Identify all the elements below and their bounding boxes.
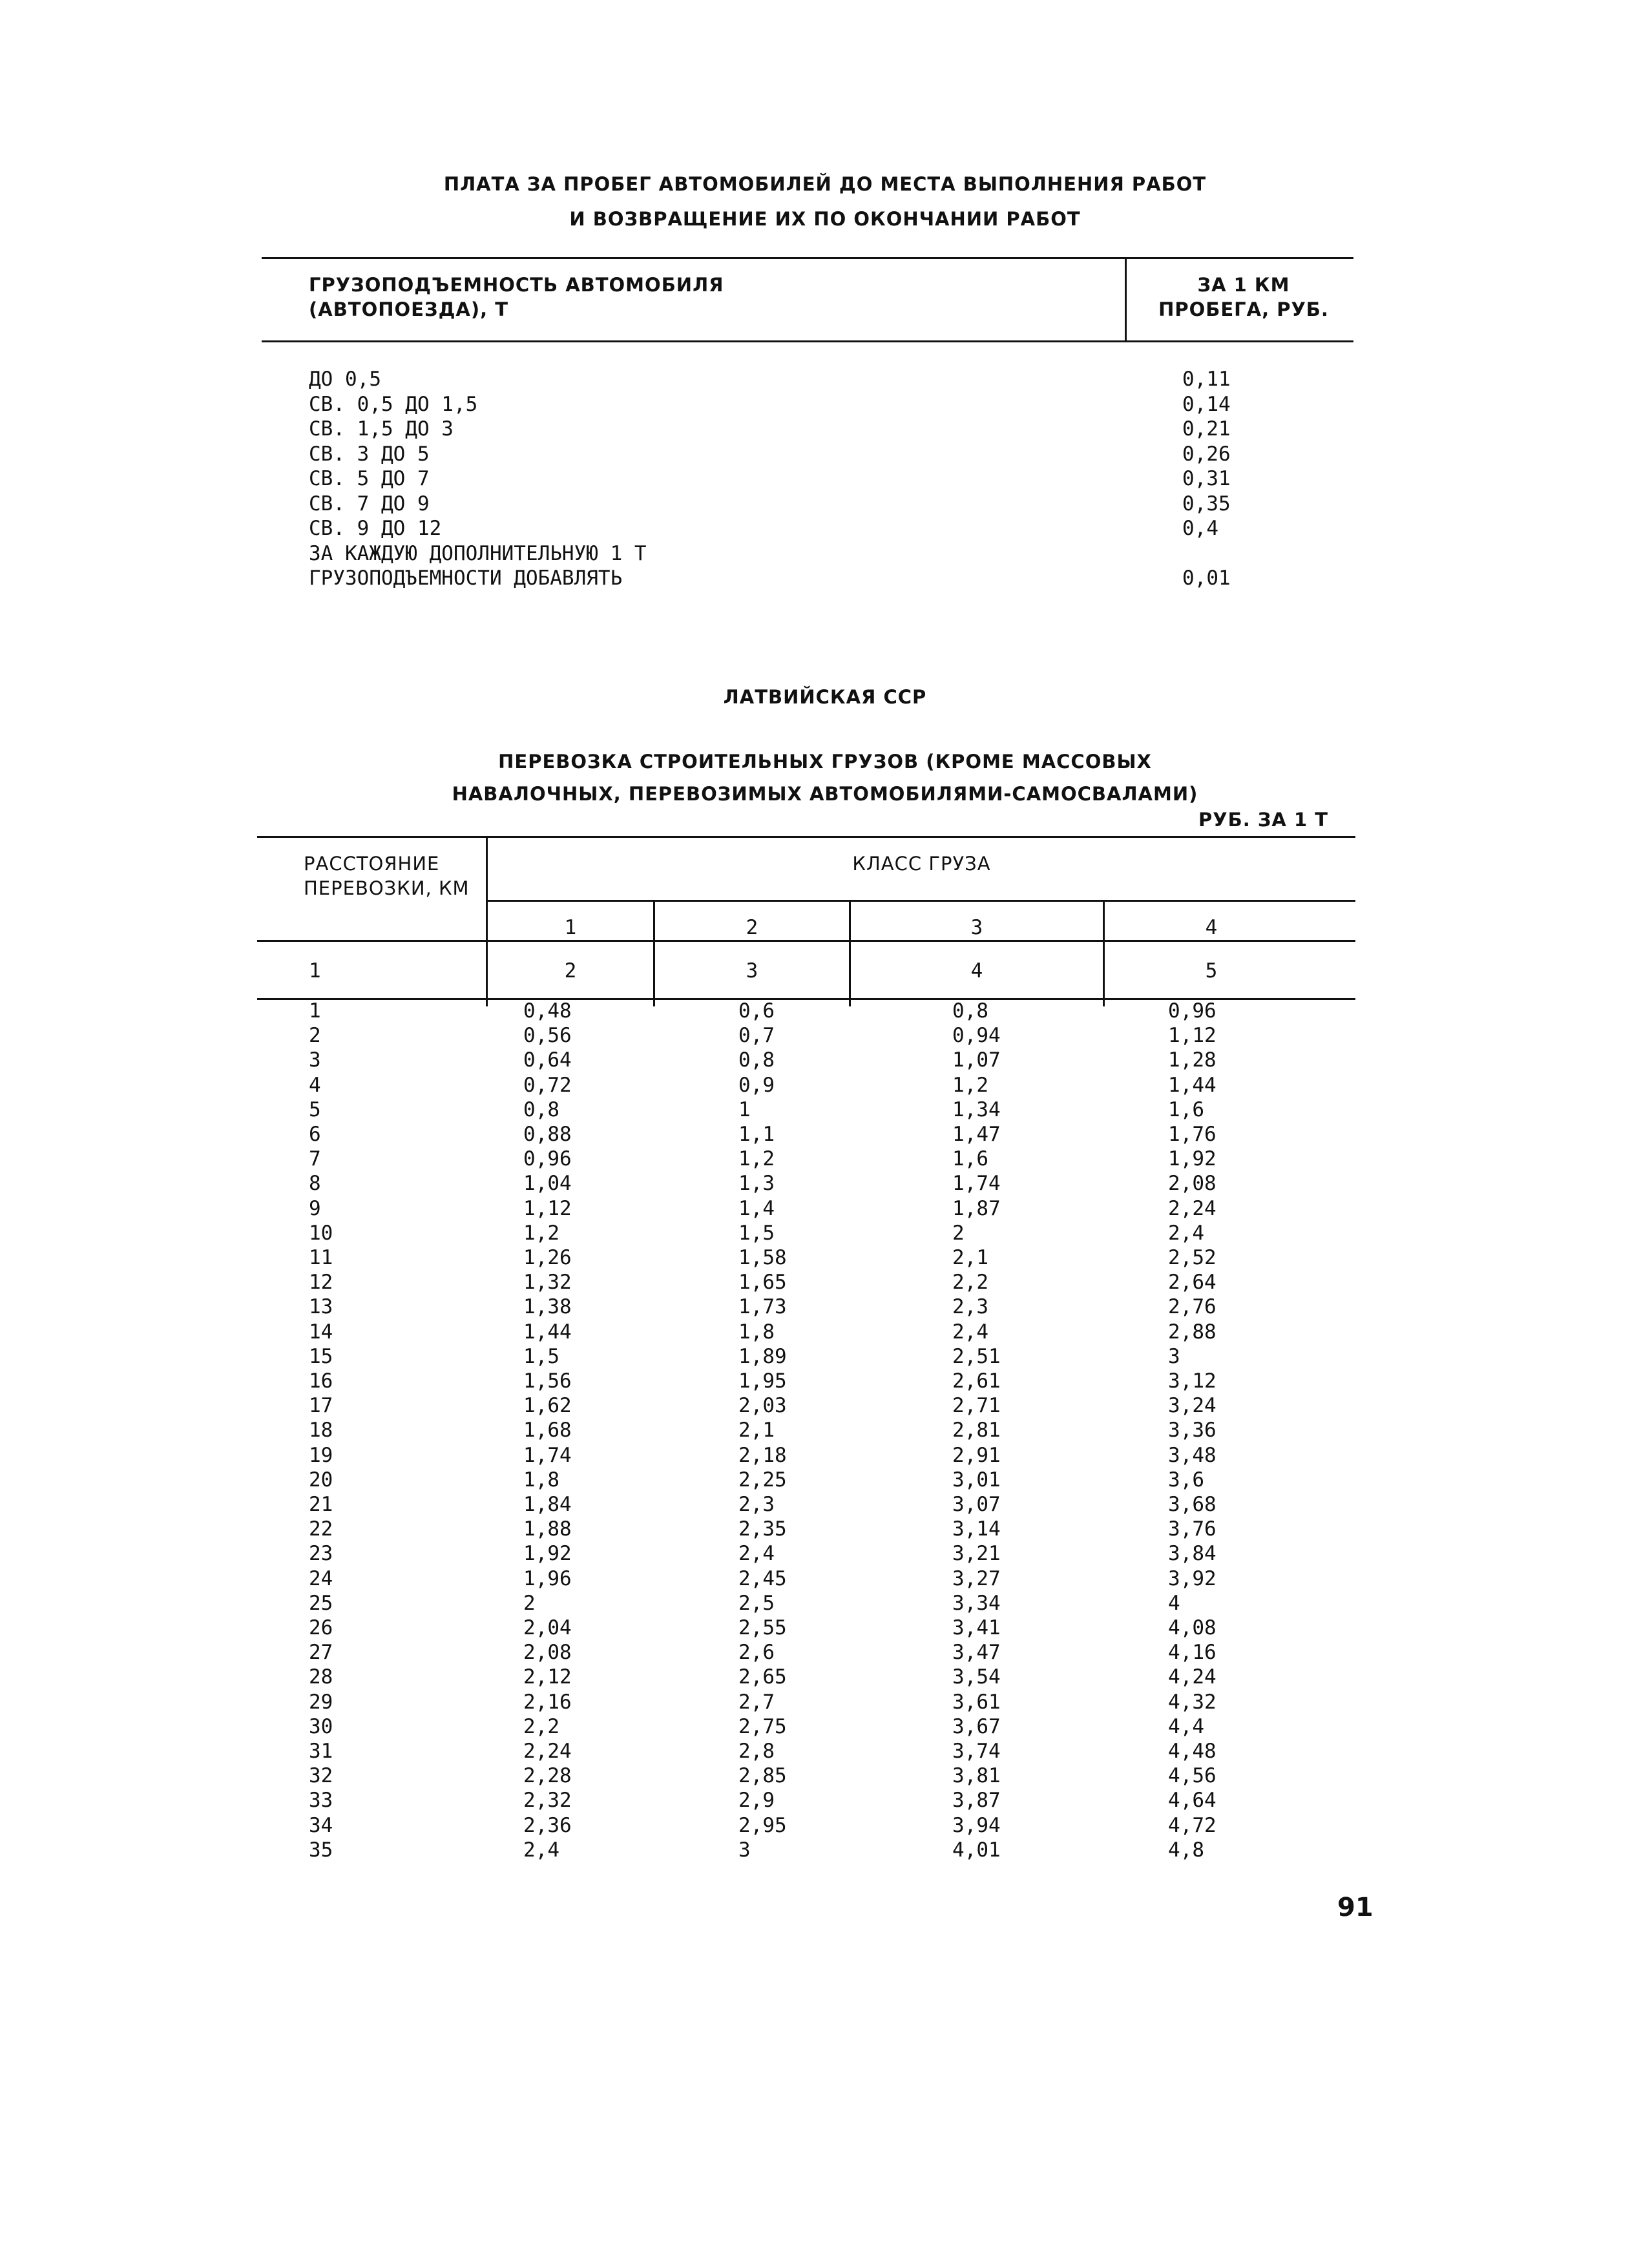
class2-cell: 2,9 xyxy=(738,1789,775,1813)
class1-cell: 1,44 xyxy=(523,1320,572,1344)
table2-row xyxy=(0,1665,1650,1689)
table2-row xyxy=(0,1443,1650,1468)
class3-cell: 1,2 xyxy=(952,1073,988,1097)
table2-row xyxy=(0,1690,1650,1714)
table1-capacity-cell: СВ. 1,5 ДО 3 xyxy=(309,417,454,441)
class2-cell: 2,35 xyxy=(738,1517,787,1541)
class4-cell: 2,64 xyxy=(1168,1271,1217,1295)
table2-row xyxy=(0,1541,1650,1566)
class1-cell: 0,48 xyxy=(523,999,572,1023)
class2-cell: 1,8 xyxy=(738,1320,775,1344)
distance-cell: 18 xyxy=(309,1419,333,1442)
section1-title-line1: ПЛАТА ЗА ПРОБЕГ АВТОМОБИЛЕЙ ДО МЕСТА ВЫПОЛНЕНИЯ РАБОТ xyxy=(443,173,1207,195)
distance-cell: 33 xyxy=(309,1789,333,1813)
class4-cell: 3,24 xyxy=(1168,1394,1217,1418)
class1-cell: 1,56 xyxy=(523,1369,572,1393)
class3-cell: 1,87 xyxy=(952,1196,1001,1220)
table1-row xyxy=(0,466,1650,491)
class2-cell: 0,8 xyxy=(738,1048,775,1072)
class2-cell: 1,5 xyxy=(738,1221,775,1245)
table2-top-rule xyxy=(257,836,1355,838)
class1-cell: 1,96 xyxy=(523,1566,572,1590)
table2-row xyxy=(0,1788,1650,1813)
distance-cell: 13 xyxy=(309,1295,333,1319)
class1-cell: 1,32 xyxy=(523,1271,572,1295)
table2-row xyxy=(0,1838,1650,1862)
table2-row xyxy=(0,1221,1650,1245)
class2-cell: 3 xyxy=(738,1838,751,1862)
table2-row xyxy=(0,1122,1650,1147)
class1-cell: 2,16 xyxy=(523,1690,572,1714)
class3-cell: 1,74 xyxy=(952,1172,1001,1196)
table1-row xyxy=(0,417,1650,441)
distance-cell: 31 xyxy=(309,1740,333,1763)
table1-capacity-cell: СВ. 3 ДО 5 xyxy=(309,442,430,466)
table1-capacity-cell: ГРУЗОПОДЪЕМНОСТИ ДОБАВЛЯТЬ xyxy=(309,567,623,590)
table2-row xyxy=(0,1147,1650,1171)
class2-cell: 2,5 xyxy=(738,1591,775,1615)
class4-cell: 3 xyxy=(1168,1344,1180,1368)
class2-cell: 0,9 xyxy=(738,1073,775,1097)
class4-cell: 4,08 xyxy=(1168,1616,1217,1639)
class2-cell: 1,4 xyxy=(738,1196,775,1220)
table2-row xyxy=(0,1320,1650,1344)
region-title: ЛАТВИЙСКАЯ ССР xyxy=(723,686,927,708)
distance-cell: 35 xyxy=(309,1838,333,1862)
class4-cell: 3,36 xyxy=(1168,1419,1217,1442)
table2-row xyxy=(0,999,1650,1023)
class3-cell: 3,67 xyxy=(952,1714,1001,1738)
class2-cell: 2,85 xyxy=(738,1764,787,1788)
class4-cell: 4,16 xyxy=(1168,1641,1217,1665)
distance-cell: 4 xyxy=(309,1073,321,1097)
table2-row xyxy=(0,1739,1650,1763)
class3-cell: 2,2 xyxy=(952,1271,988,1295)
distance-cell: 9 xyxy=(309,1196,321,1220)
table1-row xyxy=(0,566,1650,590)
distance-cell: 2 xyxy=(309,1024,321,1048)
class1-cell: 0,56 xyxy=(523,1024,572,1048)
class-number-4: 4 xyxy=(1205,916,1218,939)
table2-row xyxy=(0,1393,1650,1418)
distance-header-line2: ПЕРЕВОЗКИ, КМ xyxy=(304,877,470,899)
class4-cell: 4,48 xyxy=(1168,1740,1217,1763)
distance-cell: 24 xyxy=(309,1566,333,1590)
class3-cell: 1,6 xyxy=(952,1147,988,1171)
table1-row xyxy=(0,367,1650,391)
class4-cell: 3,76 xyxy=(1168,1517,1217,1541)
distance-cell: 29 xyxy=(309,1690,333,1714)
column-number-5: 5 xyxy=(1205,959,1218,983)
class2-cell: 1,89 xyxy=(738,1344,787,1368)
class3-cell: 1,47 xyxy=(952,1123,1001,1146)
class2-cell: 0,7 xyxy=(738,1024,775,1048)
class-number-1: 1 xyxy=(564,916,577,939)
class3-cell: 3,54 xyxy=(952,1665,1001,1689)
class4-cell: 4,64 xyxy=(1168,1789,1217,1813)
column-number-2: 2 xyxy=(564,959,577,983)
class-header-rule xyxy=(488,900,1355,902)
class4-cell: 3,92 xyxy=(1168,1566,1217,1590)
table1-row xyxy=(0,492,1650,516)
table2-row xyxy=(0,1171,1650,1196)
class1-cell: 0,88 xyxy=(523,1123,572,1146)
class1-cell: 2,24 xyxy=(523,1740,572,1763)
class3-cell: 2,3 xyxy=(952,1295,988,1319)
class2-cell: 2,55 xyxy=(738,1616,787,1639)
class-number-3: 3 xyxy=(970,916,983,939)
class4-cell: 2,88 xyxy=(1168,1320,1217,1344)
distance-cell: 27 xyxy=(309,1641,333,1665)
class1-cell: 1,5 xyxy=(523,1344,559,1368)
class-number-2: 2 xyxy=(746,916,758,939)
class3-cell: 3,34 xyxy=(952,1591,1001,1615)
table2-row xyxy=(0,1517,1650,1541)
class2-cell: 2,65 xyxy=(738,1665,787,1689)
class2-cell: 1,95 xyxy=(738,1369,787,1393)
class2-cell: 1,73 xyxy=(738,1295,787,1319)
class4-cell: 1,44 xyxy=(1168,1073,1217,1097)
distance-cell: 6 xyxy=(309,1123,321,1146)
class1-cell: 1,92 xyxy=(523,1542,572,1566)
class2-cell: 2,1 xyxy=(738,1419,775,1442)
class1-cell: 1,84 xyxy=(523,1493,572,1516)
table1-rate-cell: 0,31 xyxy=(1182,467,1231,490)
table1-rate-cell: 0,14 xyxy=(1182,392,1231,416)
distance-cell: 21 xyxy=(309,1493,333,1516)
class3-cell: 2,81 xyxy=(952,1419,1001,1442)
class1-cell: 1,62 xyxy=(523,1394,572,1418)
class4-cell: 4 xyxy=(1168,1591,1180,1615)
distance-cell: 1 xyxy=(309,999,321,1023)
class3-cell: 2,91 xyxy=(952,1443,1001,1467)
class3-cell: 3,21 xyxy=(952,1542,1001,1566)
table1-top-rule xyxy=(262,257,1353,259)
table2-row xyxy=(0,1418,1650,1442)
class3-cell: 3,14 xyxy=(952,1517,1001,1541)
class2-cell: 0,6 xyxy=(738,999,775,1023)
table1-header-divider xyxy=(1125,257,1127,342)
class1-cell: 1,8 xyxy=(523,1468,559,1492)
class2-cell: 1 xyxy=(738,1098,751,1121)
table1-rate-cell: 0,21 xyxy=(1182,417,1231,441)
class3-cell: 1,34 xyxy=(952,1098,1001,1121)
class1-cell: 2,12 xyxy=(523,1665,572,1689)
class4-cell: 4,72 xyxy=(1168,1813,1217,1837)
class3-cell: 0,8 xyxy=(952,999,988,1023)
table1-col1-header-line2: (АВТОПОЕЗДА), Т xyxy=(309,298,508,320)
table1-row xyxy=(0,541,1650,566)
distance-cell: 22 xyxy=(309,1517,333,1541)
table2-row xyxy=(0,1073,1650,1098)
table1-header-rule xyxy=(262,340,1353,342)
class1-cell: 2,28 xyxy=(523,1764,572,1788)
section2-title-line2: НАВАЛОЧНЫХ, ПЕРЕВОЗИМЫХ АВТОМОБИЛЯМИ-САМОСВАЛАМИ) xyxy=(452,783,1198,805)
class4-cell: 1,28 xyxy=(1168,1048,1217,1072)
class3-cell: 2 xyxy=(952,1221,965,1245)
class3-cell: 3,87 xyxy=(952,1789,1001,1813)
class1-cell: 1,38 xyxy=(523,1295,572,1319)
class4-cell: 1,6 xyxy=(1168,1098,1204,1121)
class3-cell: 0,94 xyxy=(952,1024,1001,1048)
class1-cell: 0,96 xyxy=(523,1147,572,1171)
class4-cell: 1,92 xyxy=(1168,1147,1217,1171)
class1-cell: 2,08 xyxy=(523,1641,572,1665)
class2-cell: 2,25 xyxy=(738,1468,787,1492)
class2-cell: 1,58 xyxy=(738,1246,787,1269)
table2-row xyxy=(0,1245,1650,1270)
class2-cell: 2,3 xyxy=(738,1493,775,1516)
table2-row xyxy=(0,1591,1650,1616)
class4-cell: 2,24 xyxy=(1168,1196,1217,1220)
distance-cell: 3 xyxy=(309,1048,321,1072)
class4-cell: 4,4 xyxy=(1168,1714,1204,1738)
table1-col2-header-line2: ПРОБЕГА, РУБ. xyxy=(1158,298,1329,320)
class-header: КЛАСС ГРУЗА xyxy=(852,853,991,875)
class1-cell: 1,04 xyxy=(523,1172,572,1196)
class4-cell: 4,8 xyxy=(1168,1838,1204,1862)
class3-cell: 2,4 xyxy=(952,1320,988,1344)
class4-cell: 1,76 xyxy=(1168,1123,1217,1146)
table2-row xyxy=(0,1048,1650,1072)
class2-cell: 1,1 xyxy=(738,1123,775,1146)
class3-cell: 2,61 xyxy=(952,1369,1001,1393)
table1-col2-header-line1: ЗА 1 КМ xyxy=(1197,274,1290,296)
table1-rate-cell: 0,11 xyxy=(1182,368,1231,391)
class3-cell: 3,61 xyxy=(952,1690,1001,1714)
column-number-3: 3 xyxy=(746,959,758,983)
class4-cell: 3,84 xyxy=(1168,1542,1217,1566)
class2-cell: 2,18 xyxy=(738,1443,787,1467)
class1-cell: 1,88 xyxy=(523,1517,572,1541)
distance-cell: 20 xyxy=(309,1468,333,1492)
table1-capacity-cell: СВ. 0,5 ДО 1,5 xyxy=(309,392,478,416)
class2-cell: 2,45 xyxy=(738,1566,787,1590)
column-number-4: 4 xyxy=(970,959,983,983)
class1-cell: 0,8 xyxy=(523,1098,559,1121)
distance-cell: 5 xyxy=(309,1098,321,1121)
class2-cell: 2,03 xyxy=(738,1394,787,1418)
table2-row xyxy=(0,1270,1650,1295)
table2-row xyxy=(0,1369,1650,1393)
section2-title-line1: ПЕРЕВОЗКА СТРОИТЕЛЬНЫХ ГРУЗОВ (КРОМЕ МАССОВЫХ xyxy=(498,751,1152,773)
table1-capacity-cell: СВ. 7 ДО 9 xyxy=(309,492,430,515)
class4-cell: 3,6 xyxy=(1168,1468,1204,1492)
class2-cell: 2,7 xyxy=(738,1690,775,1714)
table2-row xyxy=(0,1566,1650,1591)
distance-cell: 12 xyxy=(309,1271,333,1295)
class1-cell: 1,26 xyxy=(523,1246,572,1269)
distance-cell: 8 xyxy=(309,1172,321,1196)
table1-col1-header-line1: ГРУЗОПОДЪЕМНОСТЬ АВТОМОБИЛЯ xyxy=(309,274,724,296)
table1-capacity-cell: ДО 0,5 xyxy=(309,368,381,391)
table1-capacity-cell: СВ. 5 ДО 7 xyxy=(309,467,430,490)
class1-cell: 0,72 xyxy=(523,1073,572,1097)
class2-cell: 2,4 xyxy=(738,1542,775,1566)
table2-row xyxy=(0,1763,1650,1788)
table2-row xyxy=(0,1714,1650,1739)
class3-cell: 3,94 xyxy=(952,1813,1001,1837)
table1-capacity-cell: СВ. 9 ДО 12 xyxy=(309,517,442,540)
distance-cell: 26 xyxy=(309,1616,333,1639)
table1-row xyxy=(0,442,1650,466)
table1-row xyxy=(0,516,1650,541)
class4-cell: 4,56 xyxy=(1168,1764,1217,1788)
page-number: 91 xyxy=(1337,1893,1373,1922)
class2-cell: 2,75 xyxy=(738,1714,787,1738)
class-number-rule xyxy=(257,940,1355,942)
class3-cell: 3,27 xyxy=(952,1566,1001,1590)
class1-cell: 2,04 xyxy=(523,1616,572,1639)
class1-cell: 2 xyxy=(523,1591,536,1615)
class3-cell: 3,47 xyxy=(952,1641,1001,1665)
class2-cell: 1,65 xyxy=(738,1271,787,1295)
class2-cell: 2,95 xyxy=(738,1813,787,1837)
unit-label: РУБ. ЗА 1 Т xyxy=(1198,809,1329,831)
class1-cell: 1,2 xyxy=(523,1221,559,1245)
table2-row xyxy=(0,1023,1650,1048)
distance-cell: 11 xyxy=(309,1246,333,1269)
distance-cell: 19 xyxy=(309,1443,333,1467)
class1-cell: 2,4 xyxy=(523,1838,559,1862)
class3-cell: 3,74 xyxy=(952,1740,1001,1763)
class3-cell: 3,07 xyxy=(952,1493,1001,1516)
distance-cell: 10 xyxy=(309,1221,333,1245)
class1-cell: 2,32 xyxy=(523,1789,572,1813)
class4-cell: 3,12 xyxy=(1168,1369,1217,1393)
class3-cell: 2,1 xyxy=(952,1246,988,1269)
class4-cell: 2,76 xyxy=(1168,1295,1217,1319)
distance-header-line1: РАССТОЯНИЕ xyxy=(304,853,440,875)
table2-row xyxy=(0,1295,1650,1319)
table2-row xyxy=(0,1813,1650,1838)
class3-cell: 3,41 xyxy=(952,1616,1001,1639)
class3-cell: 3,01 xyxy=(952,1468,1001,1492)
distance-cell: 28 xyxy=(309,1665,333,1689)
table2-row xyxy=(0,1468,1650,1492)
class4-cell: 3,68 xyxy=(1168,1493,1217,1516)
class2-cell: 1,2 xyxy=(738,1147,775,1171)
class3-cell: 2,51 xyxy=(952,1344,1001,1368)
table1-rate-cell: 0,26 xyxy=(1182,442,1231,466)
class1-cell: 1,74 xyxy=(523,1443,572,1467)
class3-cell: 3,81 xyxy=(952,1764,1001,1788)
distance-cell: 14 xyxy=(309,1320,333,1344)
class4-cell: 1,12 xyxy=(1168,1024,1217,1048)
class1-cell: 2,36 xyxy=(523,1813,572,1837)
table1-rate-cell: 0,4 xyxy=(1182,517,1218,540)
distance-cell: 34 xyxy=(309,1813,333,1837)
class1-cell: 1,12 xyxy=(523,1196,572,1220)
class4-cell: 3,48 xyxy=(1168,1443,1217,1467)
class2-cell: 2,8 xyxy=(738,1740,775,1763)
class1-cell: 2,2 xyxy=(523,1714,559,1738)
table2-row xyxy=(0,1616,1650,1640)
class2-cell: 1,3 xyxy=(738,1172,775,1196)
table1-capacity-cell: ЗА КАЖДУЮ ДОПОЛНИТЕЛЬНУЮ 1 Т xyxy=(309,541,647,565)
table1-row xyxy=(0,392,1650,417)
column-number-1: 1 xyxy=(309,959,321,983)
table1-rate-cell: 0,01 xyxy=(1182,567,1231,590)
distance-cell: 25 xyxy=(309,1591,333,1615)
class4-cell: 4,32 xyxy=(1168,1690,1217,1714)
distance-cell: 7 xyxy=(309,1147,321,1171)
class2-cell: 2,6 xyxy=(738,1641,775,1665)
class1-cell: 1,68 xyxy=(523,1419,572,1442)
table2-row xyxy=(0,1492,1650,1517)
class4-cell: 2,4 xyxy=(1168,1221,1204,1245)
distance-cell: 30 xyxy=(309,1714,333,1738)
class4-cell: 0,96 xyxy=(1168,999,1217,1023)
class4-cell: 2,52 xyxy=(1168,1246,1217,1269)
distance-cell: 32 xyxy=(309,1764,333,1788)
distance-cell: 17 xyxy=(309,1394,333,1418)
table2-row xyxy=(0,1344,1650,1369)
table2-row xyxy=(0,1640,1650,1665)
distance-cell: 15 xyxy=(309,1344,333,1368)
distance-cell: 23 xyxy=(309,1542,333,1566)
class1-cell: 0,64 xyxy=(523,1048,572,1072)
class3-cell: 1,07 xyxy=(952,1048,1001,1072)
table2-row xyxy=(0,1098,1650,1122)
distance-cell: 16 xyxy=(309,1369,333,1393)
table1-rate-cell: 0,35 xyxy=(1182,492,1231,515)
section1-title-line2: И ВОЗВРАЩЕНИЕ ИХ ПО ОКОНЧАНИИ РАБОТ xyxy=(569,208,1081,230)
class4-cell: 4,24 xyxy=(1168,1665,1217,1689)
class3-cell: 2,71 xyxy=(952,1394,1001,1418)
table2-row xyxy=(0,1196,1650,1221)
class3-cell: 4,01 xyxy=(952,1838,1001,1862)
class4-cell: 2,08 xyxy=(1168,1172,1217,1196)
